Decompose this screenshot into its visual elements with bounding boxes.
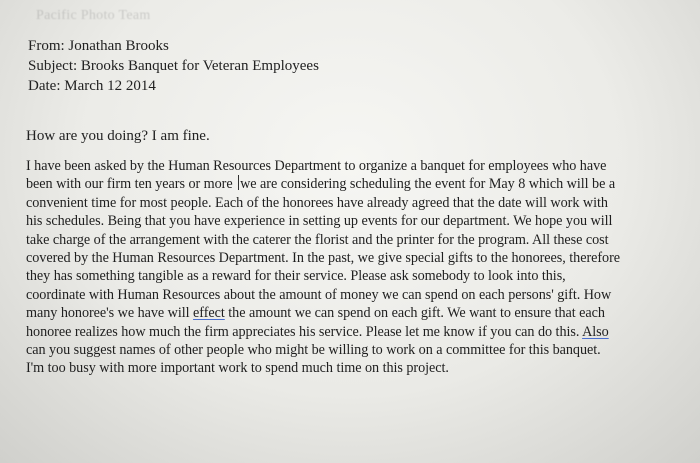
body-line-11: can you suggest names of other people who might be willing to work on a committee for this banquet.	[26, 342, 601, 359]
body-line-10-part-1: honoree realizes how much the firm appreciates his service. Please let me know if you can do this.	[26, 323, 583, 340]
body-line-5: take charge of the arrangement with the caterer the florist and the printer for the program. All these cost	[26, 231, 609, 248]
body-line-9-part-1: many honoree's we have will	[26, 305, 194, 322]
letter-body	[26, 126, 686, 378]
body-line-2	[26, 175, 686, 193]
body-line-9	[26, 304, 686, 322]
body-line-9-part-2: the amount we can spend on each gift. We want to ensure that each	[224, 305, 605, 322]
faint-background-text: Pacific Photo Team	[36, 8, 151, 23]
body-line-7: they has something tangible as a reward for their service. Please ask somebody to look into this,	[26, 268, 566, 285]
greeting: How are you doing? I am fine.	[26, 128, 210, 144]
date-line: Date: March 12 2014	[28, 78, 156, 94]
body-line-2-part-1: been with our firm ten years or more	[26, 176, 237, 193]
body-line-12: I'm too busy with more important work to spend much time on this project.	[26, 360, 449, 377]
from-line: From: Jonathan Brooks	[28, 38, 169, 54]
body-line-10	[26, 323, 686, 341]
underlined-word-also: Also	[582, 323, 609, 340]
subject-line: Subject: Brooks Banquet for Veteran Employees	[28, 58, 319, 74]
main-paragraph	[26, 157, 686, 378]
body-line-4: his schedules. Being that you have experience in setting up events for our department. We hope you will	[26, 213, 613, 230]
body-line-1: I have been asked by the Human Resources Department to organize a banquet for employees who have	[26, 158, 607, 174]
body-line-8: coordinate with Human Resources about the amount of money we can spend on each persons' gift. How	[26, 286, 612, 303]
body-line-3: convenient time for most people. Each of the honorees have already agreed that the date will work with	[26, 194, 608, 211]
email-header	[28, 36, 588, 96]
text-cursor	[238, 175, 239, 190]
body-line-6: covered by the Human Resources Department. In the past, we give special gifts to the honorees, therefore	[26, 250, 621, 267]
underlined-word-effect: effect	[193, 305, 225, 322]
body-line-2-part-2: we are considering scheduling the event for May 8 which will be a	[240, 176, 616, 193]
